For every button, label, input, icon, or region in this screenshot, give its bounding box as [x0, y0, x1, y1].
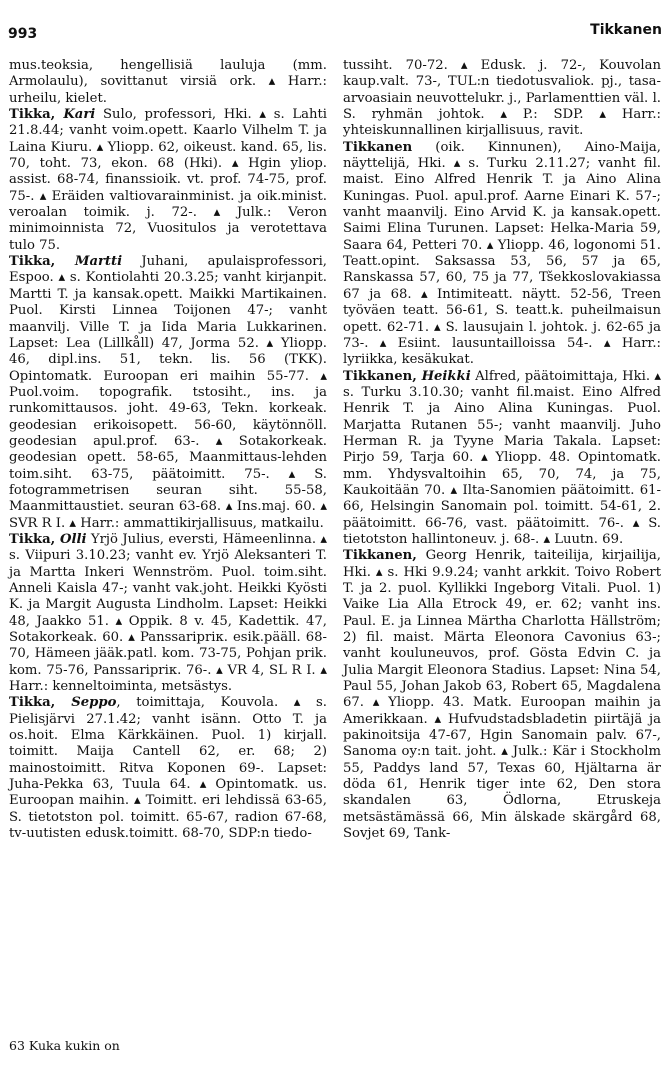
entry: Tikka, Seppo, toimittaja, Kouvola. ▴ s. Pielisjärvi 27.1.42; vanht isänn. Otto T. ja os.hoit. Elma Kärkkäinen. Puol. 1) kirjall. toimitt. Maija Cantell 62, er. 68; 2) mainostoimitt. Ritva Koponen 69-. Lapset: Juha-Pekka 63, Tuula 64. ▴ Opintomatk. us. Euroopan maihin. ▴ Toimitt. eri lehdissä 63-65, S. tietotston pol. toimitt. 65-67, radion 67-68, tv-uutisten edusk.toimitt. 68-70, SDP:n tiedo-: [9, 695, 327, 842]
entry: Tikka, Olli Yrjö Julius, eversti, Hämeenlinna. ▴ s. Viipuri 3.10.23; vanht ev. Yrjö Aleksanteri T. ja Martta Inkeri Wennström. Puol. toim.siht. Anneli Kaisla 47-; vanht vak.joht. Heikki Kyösti K. ja Margit Augusta Lindholm. Lapset: Heikki 48, Jaakko 51. ▴ Oppik. 8 v. 45, Kadettik. 47, Sotakorkeak. 60. ▴ Panssaripriк. esik.pääll. 68-70, Hämeen jääk.patl. kom. 73-75, Pohjan prik. kom. 75-76, Panssaripriк. 76-. ▴ VR 4, SL R I. ▴ Harr.: kenneltoiminta, metsästys.: [9, 531, 328, 695]
entry: Tikkanen, Heikki Alfred, päätoimittaja, Hki. ▴ s. Turku 3.10.30; vanht fil.maist. Eino Alfred Henrik T. ja Aino Alina Kuningas. Puol. Marjatta Rutanen 55-; vanht maanvilj. Juho Herman R. ja Tyyne Maria Takala. Lapset: Pirjo 59, Tarja 60. ▴ Yliopp. 48. Opintomatk. mm. Yhdysvaltoihin 65, 70, 74, ja 75, Kaukoitään 70. ▴ Ilta-Sanomien päätoimitt. 61-66, Helsingin Sanomain pol. toimitt. 54-61, 2. päätoimitt. 66-76, vast. päätoimitt. 76-. ▴ S. tietotston hallintoneuv. j. 68-. ▴ Luutn. 69.: [343, 368, 661, 547]
page-number: 993: [8, 26, 38, 42]
entry: mus.teoksia, hengellisiä lauluja (mm. Armolaulu), sovittanut virsiä ork. ▴ Harr.: urheilu, kielet.: [9, 58, 327, 106]
entry: tussiht. 70-72. ▴ Edusk. j. 72-, Kouvolan kaup.valt. 73-, TUL:n tiedotusvaliok. pj., tasa-arvoasiain neuvottelukr. j., Parlamenttien väl. l. S. ryhmän johtok. ▴ P.: SDP. ▴ Harr.: yhteiskunnallinen kirjallisuus, ravit.: [343, 58, 661, 139]
running-head: Tikkanen: [590, 22, 662, 38]
left-column: [9, 58, 327, 843]
entry: Tikkanen (oik. Kinnunen), Aino-Maija, näyttelijä, Hki. ▴ s. Turku 2.11.27; vanht fil. maist. Eino Alfred Henrik T. ja Aino Alina Kuningas. Puol. apul.prof. Aarne Einari K. 57-; vanht maanvilj. Eino Arvid K. ja kansak.opett. Saimi Elina Turunen. Lapset: Helka-Maria 59, Saara 64, Petteri 70. ▴ Yliopp. 46, logonomi 51. Teatt.opint. Saksassa 53, 56, 57 ja 65, Ranskassa 57, 60, 75 ja 77, Tšekkoslovakiassa 67 ja 68. ▴ Intimiteatt. näytt. 52-56, Treen työväen teatt. 56-61, S. teatt.k. puheilmaisun opett. 62-71. ▴ S. lausujain l. johtok. j. 62-65 ja 73-. ▴ Esiint. lausuntailloissa 54-. ▴ Harr.: lyriikka, kesäkukat.: [343, 139, 661, 368]
page-footer: 63 Kuka kukin on: [9, 1038, 120, 1053]
right-column: [343, 58, 661, 843]
entry: Tikka, Martti Juhani, apulaisprofessori, Espoo. ▴ s. Kontiolahti 20.3.25; vanht kirjanpit. Martti T. ja kansak.opett. Maikki Martikainen. Puol. Kirsti Linnea Toijonen 47-; vanht maanvilj. Ville T. ja Iida Maria Lukkarinen. Lapset: Lea (Lillkåll) 47, Jorma 52. ▴ Yliopp. 46, dipl.ins. 51, tekn. lis. 56 (TKK). Opintomatk. Euroopan eri maihin 55-77. ▴ Puol.voim. topografik. tstosiht., ins. ja runkomittausos. joht. 49-63, Tekn. korkeak. geodesian erikoisopett. 56-60, käytönnöll. geodesian apul.prof. 63-. ▴ Sotakorkeak. geodesian opett. 58-65, Maanmittaus-lehden toim.siht. 63-75, päätoimitt. 75-. ▴ S. fotogrammetrisen seuran siht. 55-58, Maanmittaustiet. seuran 63-68. ▴ Ins.maj. 60. ▴ SVR R I. ▴ Harr.: ammattikirjallisuus, matkailu.: [9, 254, 327, 531]
entry: Tikkanen, Georg Henrik, taiteilija, kirjailija, Hki. ▴ s. Hki 9.9.24; vanht arkkit. Toivo Robert T. ja 2. puol. Kyllikki Ingeborg Vitali. Puol. 1) Vaike Lia Alla Etrock 49, er. 62; vanht ins. Paul. E. ja Linnea Märtha Charlotta Hällström; 2) fil. maist. Märta Eleonora Cavonius 63-; vanht kouluneuvos, prof. Gösta Edvin C. ja Julia Margit Eleonora Stadius. Lapset: Nina 54, Paul 55, Johan Jakob 63, Robert 65, Magdalena 67. ▴ Yliopp. 43. Matk. Euroopan maihin ja Amerikkaan. ▴ Hufvudstadsbladetin piirtäjä ja pakinoitsija 47-67, Hgin Sanomain palv. 67-, Sanoma oy:n tait. joht. ▴ Julk.: Kär i Stockholm 55, Paddys land 57, Texas 60, Hjältarna är döda 61, Henrik tiger inte 62, Den stora skandalen 63, Ödlorna, Etruskeja metsästämässä 66, Min älskade skärgård 68, Sovjet 69, Tank-: [343, 548, 661, 842]
entry: Tikka, Kari Sulo, professori, Hki. ▴ s. Lahti 21.8.44; vanht voim.opett. Kaarlo Vilhelm T. ja Laina Kiuru. ▴ Yliopp. 62, oikeust. kand. 65, lis. 70, toht. 73, ekon. 68 (Hki). ▴ Hgin yliop. assist. 68-74, finanssioik. vt. prof. 74-75, prof. 75-. ▴ Eräiden valtiovarainminist. ja oik.minist. veroalan toimik. j. 72-. ▴ Julk.: Veron minimoinnista 72, Vuositulos ja verotettava tulo 75.: [9, 107, 327, 253]
